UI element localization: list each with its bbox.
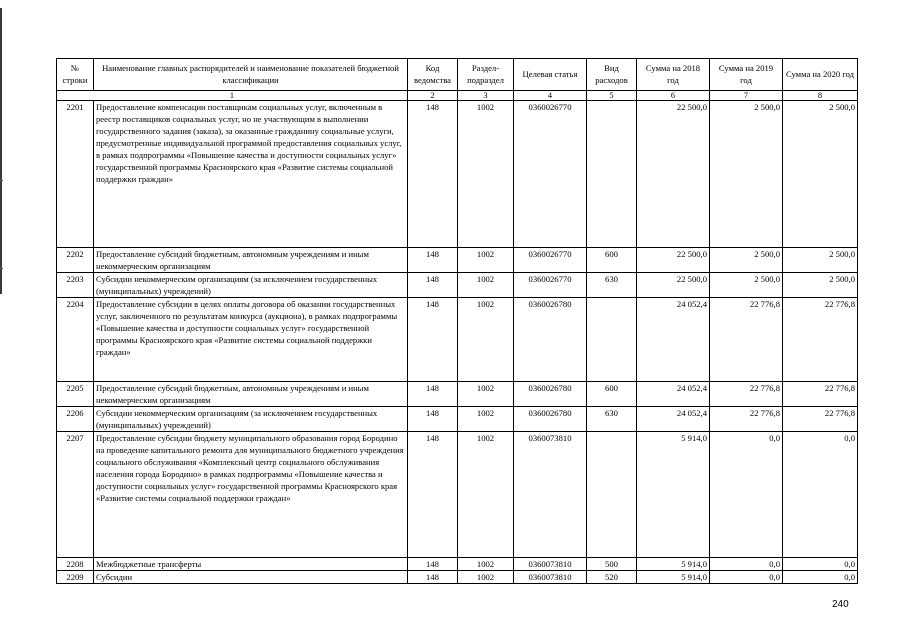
row-name: Субсидии некоммерческим организациям (за исключением государственных (муниципальных) учреждений) [94,273,408,298]
header-department-code: Код ведомства [408,59,458,91]
row-section: 1002 [458,558,514,571]
row-sum-2019: 2 500,0 [710,101,783,248]
table-row [57,248,858,273]
table-row [57,298,858,382]
row-name: Предоставление компенсации поставщикам социальных услуг, включенным в реестр поставщиков социальных услуг, но не участвующим в выполнении государственного задания (заказа), за оказанные гражданину социальные услуги, предусмотренные индивидуальной программой предоставления социальных услуг, в рамках подпрограммы «Повышение качества и доступности социальных услуг» государственной программы Красноярского края «Развитие системы социальной поддержки граждан» [94,101,408,248]
header-name: Наименование главных распорядителей и наименование показателей бюджетной классификации [94,59,408,91]
scan-edge-line [0,8,2,294]
column-number: 3 [458,91,514,101]
row-sum-2018: 5 914,0 [637,558,710,571]
row-department-code: 148 [408,382,458,407]
row-expense-type: 630 [587,273,637,298]
row-sum-2020: 0,0 [783,571,858,584]
row-sum-2019: 0,0 [710,571,783,584]
row-sum-2020: 2 500,0 [783,248,858,273]
row-sum-2020: 2 500,0 [783,101,858,248]
page-number: 240 [832,599,849,610]
row-target-article: 0360026780 [514,298,587,382]
row-expense-type: 600 [587,248,637,273]
row-section: 1002 [458,273,514,298]
row-sum-2018: 24 052,4 [637,382,710,407]
row-sum-2019: 2 500,0 [710,248,783,273]
row-target-article: 0360026780 [514,382,587,407]
row-number: 2209 [57,571,94,584]
column-number: 1 [57,91,408,101]
scan-tick-mark [0,268,3,269]
row-number: 2206 [57,407,94,432]
row-name: Предоставление субсидий бюджетным, автономным учреждениям и иным некоммерческим организациям [94,248,408,273]
row-sum-2019: 0,0 [710,558,783,571]
row-target-article: 0360073810 [514,432,587,558]
header-expense-type: Вид расходов [587,59,637,91]
row-number: 2204 [57,298,94,382]
header-sum-2018: Сумма на 2018 год [637,59,710,91]
row-sum-2018: 24 052,4 [637,298,710,382]
row-sum-2019: 22 776,8 [710,298,783,382]
column-number-row [57,91,858,101]
row-department-code: 148 [408,558,458,571]
budget-table [56,58,858,584]
row-department-code: 148 [408,432,458,558]
row-sum-2018: 22 500,0 [637,101,710,248]
table-row [57,407,858,432]
row-section: 1002 [458,571,514,584]
row-expense-type [587,101,637,248]
row-sum-2020: 22 776,8 [783,382,858,407]
row-number: 2208 [57,558,94,571]
row-target-article: 0360026770 [514,101,587,248]
table-row [57,382,858,407]
row-number: 2207 [57,432,94,558]
row-target-article: 0360026780 [514,407,587,432]
row-name: Предоставление субсидии бюджету муниципального образования город Бородино на проведение капитального ремонта для муниципального бюджетного учреждения социального обслуживания «Комплексный центр социального обслуживания населения города Бородино» в рамках подпрограммы «Повышение качества и доступности социальных услуг» государственной программы Красноярского края «Развитие системы социальной поддержки граждан» [94,432,408,558]
row-name: Межбюджетные трансферты [94,558,408,571]
header-row-number: № строки [57,59,94,91]
header-sum-2019: Сумма на 2019 год [710,59,783,91]
row-target-article: 0360026770 [514,273,587,298]
row-section: 1002 [458,298,514,382]
row-section: 1002 [458,248,514,273]
row-name: Предоставление субсидий бюджетным, автономным учреждениям и иным некоммерческим организациям [94,382,408,407]
table-header-row [57,59,858,91]
row-sum-2019: 0,0 [710,432,783,558]
row-sum-2018: 24 052,4 [637,407,710,432]
column-number: 8 [783,91,858,101]
row-department-code: 148 [408,298,458,382]
row-sum-2018: 5 914,0 [637,571,710,584]
row-sum-2018: 22 500,0 [637,273,710,298]
row-sum-2018: 22 500,0 [637,248,710,273]
row-section: 1002 [458,101,514,248]
row-name: Субсидии [94,571,408,584]
row-expense-type: 630 [587,407,637,432]
row-sum-2019: 22 776,8 [710,382,783,407]
row-department-code: 148 [408,407,458,432]
row-section: 1002 [458,432,514,558]
row-expense-type: 520 [587,571,637,584]
scan-tick-mark [0,180,3,181]
table-row [57,558,858,571]
row-sum-2019: 22 776,8 [710,407,783,432]
row-target-article: 0360026770 [514,248,587,273]
row-sum-2020: 0,0 [783,432,858,558]
table-row [57,273,858,298]
row-sum-2020: 22 776,8 [783,407,858,432]
row-department-code: 148 [408,248,458,273]
row-section: 1002 [458,407,514,432]
table-row [57,432,858,558]
row-sum-2018: 5 914,0 [637,432,710,558]
header-sum-2020: Сумма на 2020 год [783,59,858,91]
row-name: Предоставление субсидии в целях оплаты договора об оказании государственных услуг, заключенного по результатам конкурса (аукциона), в рамках подпрограммы «Повышение качества и доступности социальных услуг» государственной программы Красноярского края «Развитие системы социальной поддержки граждан» [94,298,408,382]
column-number: 7 [710,91,783,101]
row-expense-type: 500 [587,558,637,571]
header-section: Раздел-подраздел [458,59,514,91]
column-number: 6 [637,91,710,101]
row-target-article: 0360073810 [514,558,587,571]
row-number: 2203 [57,273,94,298]
table-row [57,101,858,248]
row-number: 2201 [57,101,94,248]
row-expense-type: 600 [587,382,637,407]
row-expense-type [587,432,637,558]
row-expense-type [587,298,637,382]
table-row [57,571,858,584]
row-sum-2019: 2 500,0 [710,273,783,298]
row-department-code: 148 [408,571,458,584]
row-target-article: 0360073810 [514,571,587,584]
row-section: 1002 [458,382,514,407]
column-number: 5 [587,91,637,101]
column-number: 2 [408,91,458,101]
row-number: 2205 [57,382,94,407]
row-department-code: 148 [408,101,458,248]
column-number: 4 [514,91,587,101]
row-name: Субсидии некоммерческим организациям (за исключением государственных (муниципальных) учреждений) [94,407,408,432]
row-department-code: 148 [408,273,458,298]
row-sum-2020: 0,0 [783,558,858,571]
header-target-article: Целевая статья [514,59,587,91]
row-sum-2020: 22 776,8 [783,298,858,382]
row-sum-2020: 2 500,0 [783,273,858,298]
row-number: 2202 [57,248,94,273]
